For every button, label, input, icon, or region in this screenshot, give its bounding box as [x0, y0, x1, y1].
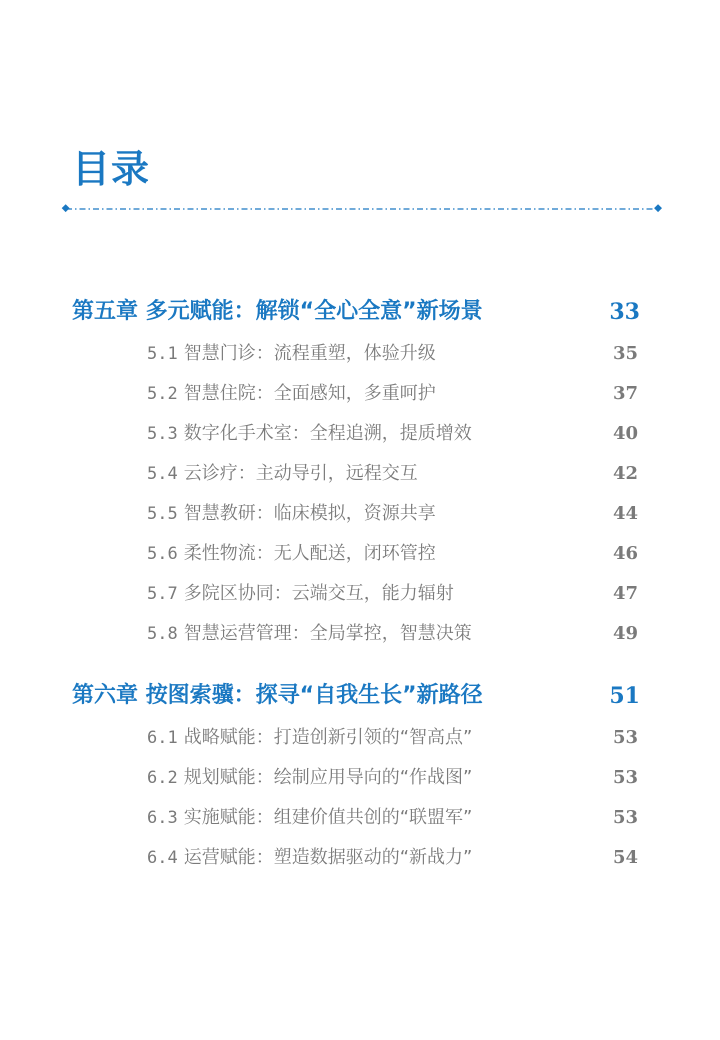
section-number: 5.6 [147, 544, 178, 564]
toc-section[interactable] [0, 419, 720, 449]
toc-chapter-6[interactable] [0, 681, 720, 711]
section-title: 实施赋能：组建价值共创的“联盟军” [183, 807, 473, 828]
title-divider [60, 203, 662, 215]
toc-section[interactable] [0, 763, 720, 793]
toc-section[interactable] [0, 339, 720, 369]
section-number: 5.2 [147, 384, 178, 404]
section-page-number: 49 [612, 623, 638, 644]
chapter-title: 第五章 多元赋能：解锁“全心全意”新场景 [72, 299, 483, 324]
section-page-number: 53 [612, 807, 638, 828]
section-title: 云诊疗：主动导引，远程交互 [183, 463, 418, 484]
section-page-number: 46 [612, 543, 638, 564]
section-title: 柔性物流：无人配送，闭环管控 [183, 543, 436, 564]
section-page-number: 40 [612, 423, 638, 444]
toc-section[interactable] [0, 459, 720, 489]
section-number: 5.4 [147, 464, 178, 484]
section-title: 运营赋能：塑造数据驱动的“新战力” [183, 847, 473, 868]
section-number: 6.3 [147, 808, 178, 828]
toc-section[interactable] [0, 803, 720, 833]
section-page-number: 44 [612, 503, 638, 524]
section-title: 多院区协同：云端交互，能力辐射 [183, 583, 454, 604]
section-page-number: 53 [612, 727, 638, 748]
chapter-title: 第六章 按图索骥：探寻“自我生长”新路径 [72, 683, 483, 708]
page-title: 目录 [72, 147, 151, 191]
section-title: 规划赋能：绘制应用导向的“作战图” [183, 767, 473, 788]
section-number: 5.8 [147, 624, 178, 644]
chapter-page-number: 51 [609, 683, 640, 709]
toc-section[interactable] [0, 723, 720, 753]
toc-section[interactable] [0, 499, 720, 529]
section-number: 5.1 [147, 344, 178, 364]
section-page-number: 42 [612, 463, 638, 484]
toc-section[interactable] [0, 379, 720, 409]
toc-chapter-5[interactable] [0, 297, 720, 327]
section-number: 5.5 [147, 504, 178, 524]
section-page-number: 54 [612, 847, 638, 868]
section-number: 5.7 [147, 584, 178, 604]
section-number: 5.3 [147, 424, 178, 444]
section-title: 智慧运营管理：全局掌控，智慧决策 [183, 623, 472, 644]
toc-section[interactable] [0, 539, 720, 569]
section-page-number: 35 [612, 343, 638, 364]
section-page-number: 53 [612, 767, 638, 788]
section-number: 6.1 [147, 728, 178, 748]
section-number: 6.4 [147, 848, 178, 868]
toc-section[interactable] [0, 579, 720, 609]
section-title: 战略赋能：打造创新引领的“智高点” [183, 727, 473, 748]
section-title: 智慧门诊：流程重塑，体验升级 [183, 343, 436, 364]
section-title: 智慧住院：全面感知，多重呵护 [183, 383, 436, 404]
toc-section[interactable] [0, 619, 720, 649]
section-page-number: 47 [612, 583, 638, 604]
toc-section[interactable] [0, 843, 720, 873]
section-page-number: 37 [612, 383, 638, 404]
section-title: 智慧教研：临床模拟，资源共享 [183, 503, 436, 524]
section-title: 数字化手术室：全程追溯，提质增效 [183, 423, 472, 444]
chapter-page-number: 33 [609, 299, 640, 325]
section-number: 6.2 [147, 768, 178, 788]
